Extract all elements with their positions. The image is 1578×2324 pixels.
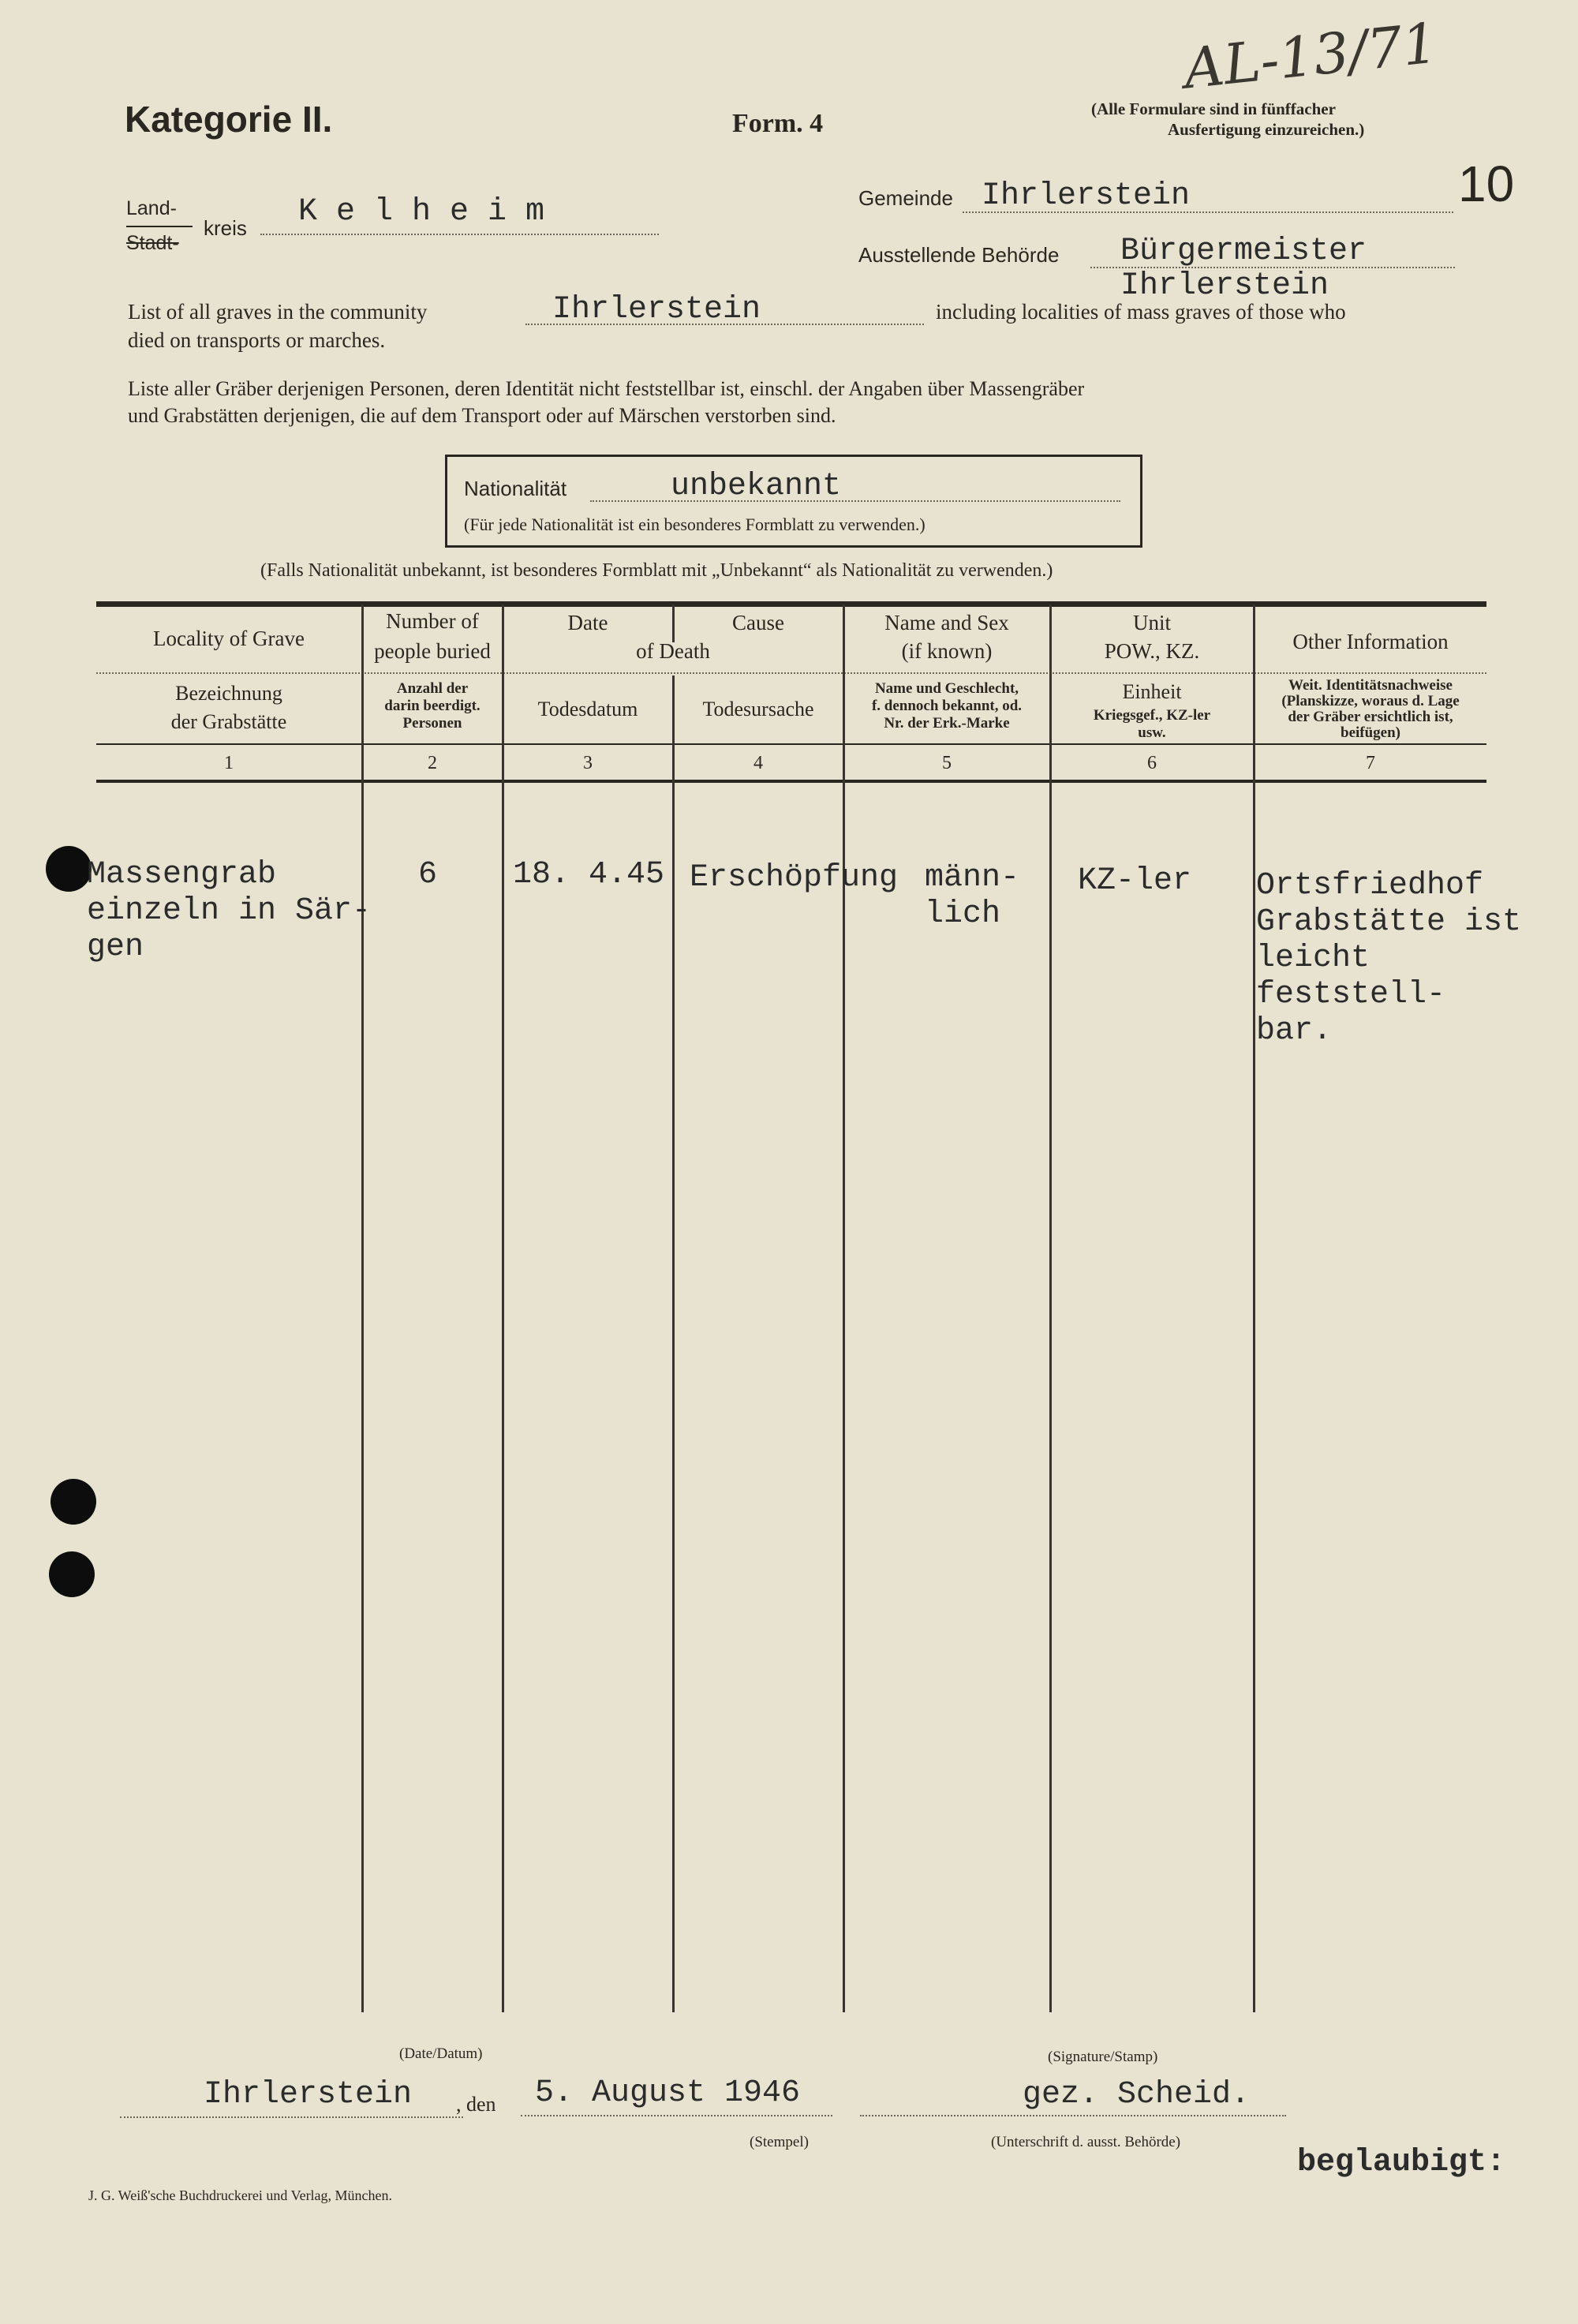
- header-col2-de-1: Anzahl der: [396, 680, 469, 697]
- behoerde-label: Ausstellende Behörde: [858, 243, 1060, 267]
- column-number: 5: [942, 753, 952, 773]
- header-col4-en: Cause: [732, 611, 784, 634]
- header-col7-de-1: Weit. Identitätsnachweise: [1288, 677, 1453, 694]
- col-divider-3b: [672, 675, 675, 2012]
- entry-cause: Erschöpfung: [690, 860, 899, 896]
- gemeinde-line: [963, 211, 1453, 213]
- archive-reference: AL-13/71: [1180, 10, 1441, 102]
- nationality-line: [590, 500, 1120, 502]
- intro-en-part2: including localities of mass graves of those who: [936, 300, 1346, 324]
- nationality-note: (Für jede Nationalität ist ein besonderes Formblatt zu verwenden.): [464, 515, 925, 534]
- col-divider-5: [1049, 604, 1052, 2012]
- stempel-caption: (Stempel): [750, 2134, 809, 2150]
- submission-note-1: (Alle Formulare sind in fünffacher: [1091, 99, 1336, 118]
- col-divider-4: [843, 604, 845, 2012]
- header-col2-en-1: Number of: [386, 609, 479, 633]
- header-col5-de-1: Name und Geschlecht,: [874, 680, 1019, 697]
- intro-en-community: Ihrlerstein: [552, 292, 761, 327]
- entry-date: 18. 4.45: [513, 857, 665, 893]
- kreis-label: kreis: [204, 216, 247, 240]
- header-col7-de-4: beifügen): [1341, 724, 1400, 741]
- behoerde-value-2: Ihrlerstein: [1120, 268, 1329, 304]
- footer-den: , den: [456, 2093, 496, 2116]
- header-col34-en: of Death: [636, 639, 710, 663]
- signature-caption: (Signature/Stamp): [1048, 2049, 1158, 2065]
- intro-de-line1: Liste aller Gräber derjenigen Personen, deren Identität nicht feststellbar ist, einschl. der Angaben über Massengräber: [128, 377, 1085, 400]
- header-col2-de-3: Personen: [402, 715, 462, 732]
- punch-hole-3: [50, 1479, 96, 1525]
- page-number: 10: [1458, 155, 1515, 212]
- header-col7-de-3: der Gräber ersichtlich ist,: [1288, 709, 1453, 725]
- footer-place-line: [120, 2116, 463, 2118]
- intro-de-line2: und Grabstätten derjenigen, die auf dem Transport oder auf Märschen verstorben sind.: [128, 404, 836, 427]
- signature-subcaption: (Unterschrift d. ausst. Behörde): [991, 2134, 1181, 2150]
- header-de-bottom-rule: [96, 743, 1486, 745]
- column-number-rule: [96, 780, 1486, 783]
- kategorie-title: Kategorie II.: [125, 99, 333, 140]
- col-divider-6: [1253, 604, 1255, 2012]
- stadt-label-struck: Stadt-: [126, 232, 179, 254]
- intro-en-part1: List of all graves in the community: [128, 300, 428, 324]
- entry-number: 6: [418, 857, 438, 893]
- header-col3-en: Date: [567, 611, 608, 634]
- header-col1-de-2: der Grabstätte: [170, 710, 287, 733]
- column-number: 7: [1366, 753, 1375, 773]
- landkreis-line: [260, 234, 659, 235]
- entry-name-sex: männ- lich: [925, 860, 1020, 932]
- header-col5-en-1: Name and Sex: [884, 611, 1009, 634]
- nationality-below-note: (Falls Nationalität unbekannt, ist besonderes Formblatt mit „Unbekannt“ als Nationalität zu verwenden.): [260, 560, 1053, 581]
- header-col2-de-2: darin beerdigt.: [384, 698, 481, 714]
- gemeinde-value: Ihrlerstein: [982, 178, 1191, 214]
- header-col5-de-2: f. dennoch bekannt, od.: [871, 698, 1023, 714]
- column-number: 3: [583, 753, 593, 773]
- footer-place: Ihrlerstein: [204, 2077, 413, 2113]
- entry-unit: KZ-ler: [1078, 863, 1192, 899]
- header-col6-en-1: Unit: [1132, 611, 1171, 634]
- footer-date-line: [521, 2115, 832, 2116]
- footer-date: 5. August 1946: [535, 2075, 801, 2111]
- nationality-value: unbekannt: [671, 469, 842, 504]
- entry-locality: Massengrab einzeln in Sär- gen: [87, 857, 372, 965]
- footer-signature: gez. Scheid.: [1023, 2077, 1251, 2113]
- column-number: 2: [428, 753, 437, 773]
- column-number: 1: [224, 753, 234, 773]
- col-divider-1: [361, 604, 364, 2012]
- header-col3-de: Todesdatum: [537, 698, 638, 720]
- header-col6-en-2: POW., KZ.: [1104, 639, 1200, 663]
- land-stadt-rule: [126, 226, 193, 227]
- nationality-label: Nationalität: [464, 477, 567, 500]
- col-divider-2: [502, 604, 504, 2012]
- header-col6-de-3: usw.: [1138, 724, 1166, 741]
- header-col7-de-2: (Planskizze, woraus d. Lage: [1281, 693, 1460, 709]
- behoerde-value-1: Bürgermeister: [1120, 234, 1367, 269]
- header-divider-rule: [96, 672, 1486, 674]
- land-label: Land-: [126, 197, 177, 219]
- header-col2-en-2: people buried: [374, 639, 491, 663]
- printer-credit: J. G. Weiß'sche Buchdruckerei und Verlag, München.: [88, 2187, 393, 2203]
- header-col5-en-2: (if known): [901, 639, 993, 663]
- entry-other: Ortsfriedhof Grabstätte ist leicht feststell- bar.: [1256, 868, 1522, 1049]
- header-col5-de-3: Nr. der Erk.-Marke: [884, 715, 1010, 732]
- submission-note-2: Ausfertigung einzureichen.): [1168, 120, 1365, 139]
- header-col6-de-2: Kriegsgef., KZ-ler: [1093, 707, 1211, 724]
- punch-hole-2: [49, 1551, 95, 1597]
- gemeinde-label: Gemeinde: [858, 186, 953, 210]
- header-col6-de-1: Einheit: [1122, 680, 1182, 703]
- column-number: 4: [753, 753, 763, 773]
- header-col7-en: Other Information: [1292, 630, 1449, 653]
- intro-en-line2: died on transports or marches.: [128, 328, 386, 352]
- column-number: 6: [1147, 753, 1157, 773]
- community-line: [525, 324, 924, 325]
- date-caption: (Date/Datum): [399, 2045, 483, 2062]
- landkreis-value: K e l h e i m: [298, 194, 545, 230]
- form-number: Form. 4: [732, 109, 824, 138]
- header-col4-de: Todesursache: [702, 698, 814, 720]
- table-top-rule: [96, 601, 1486, 607]
- certified-note: beglaubigt:: [1297, 2145, 1506, 2180]
- header-col1-en: Locality of Grave: [153, 627, 305, 650]
- footer-signature-line: [860, 2115, 1286, 2116]
- header-col1-de-1: Bezeichnung: [175, 682, 282, 705]
- punch-hole-1: [46, 846, 92, 892]
